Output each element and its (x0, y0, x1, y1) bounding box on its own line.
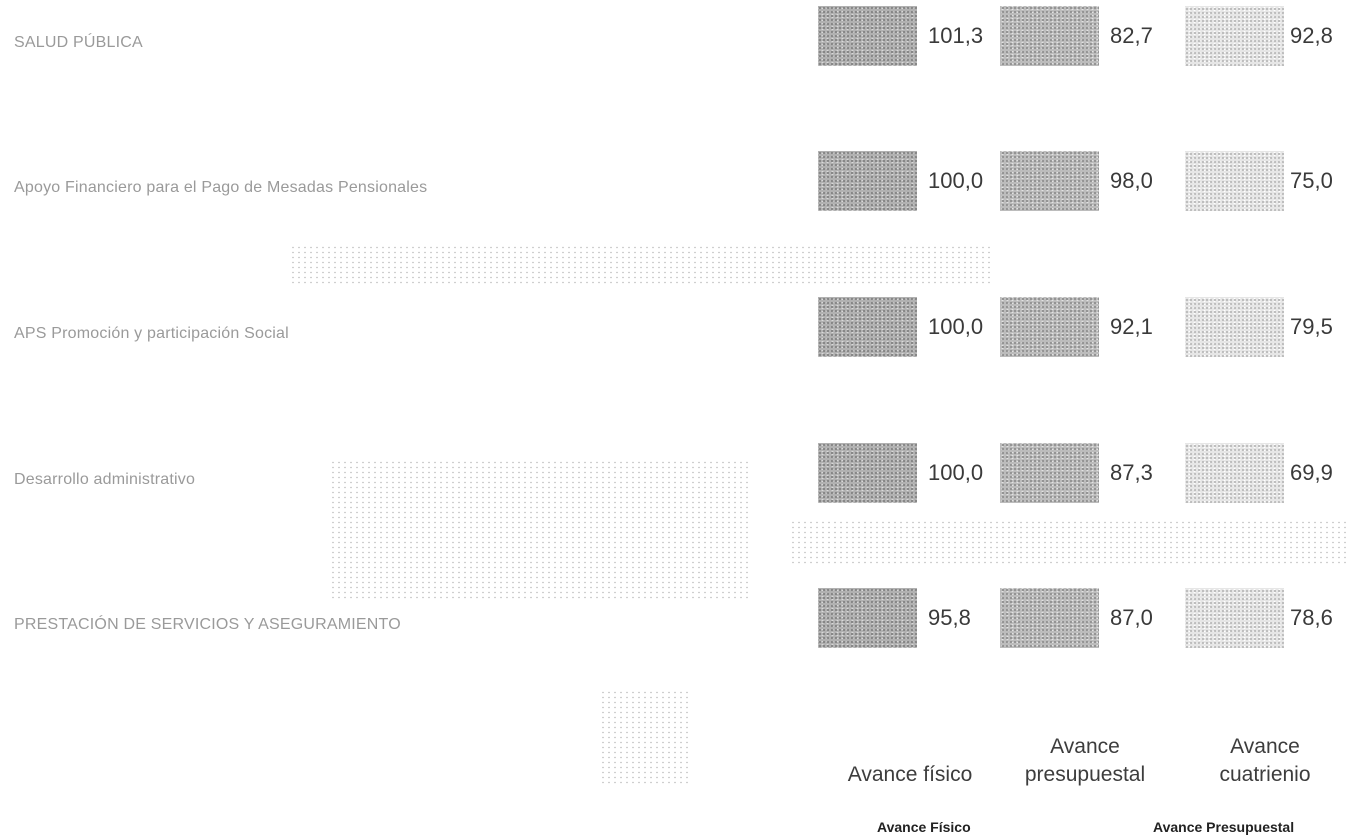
value-swatch (1000, 6, 1099, 66)
column-header-line2: cuatrienio (1219, 763, 1311, 786)
cell-value: 82,7 (1110, 23, 1153, 48)
value-swatch (818, 443, 917, 503)
cell-value: 92,1 (1110, 314, 1153, 339)
column-header-avance-fisico (825, 733, 995, 789)
value-swatch (1185, 588, 1284, 648)
cell-value: 100,0 (928, 460, 984, 485)
row-label-desarrollo-administrativo: Desarrollo administrativo (14, 471, 196, 488)
column-header-line1 (825, 733, 995, 761)
row-label-prestacion-de-servicios-y-aseguramiento: PRESTACIÓN DE SERVICIOS Y ASEGURAMIENTO (14, 616, 401, 633)
scan-noise (330, 460, 750, 600)
value-swatch (1000, 588, 1099, 648)
value-swatch (1000, 443, 1099, 503)
cell-value: 100,0 (928, 168, 984, 193)
value-swatch (818, 151, 917, 211)
cell-value: 100,0 (928, 314, 984, 339)
value-swatch (1000, 151, 1099, 211)
cell-value: 101,3 (928, 23, 984, 48)
cell-value: 87,0 (1110, 605, 1153, 630)
value-swatch (818, 297, 917, 357)
row-label-apoyo-financiero-para-el-pago-de-mesadas-pensionales: Apoyo Financiero para el Pago de Mesadas Pensionales (14, 179, 428, 196)
column-header-avance-presupuestal (1010, 733, 1160, 789)
cell-value: 87,3 (1110, 460, 1153, 485)
cell-value: 75,0 (1290, 168, 1333, 193)
value-swatch (1185, 151, 1284, 211)
value-swatch (818, 588, 917, 648)
value-swatch (818, 6, 917, 66)
column-header-line1: Avance (1230, 735, 1300, 758)
cell-value: 79,5 (1290, 314, 1333, 339)
value-swatch (1185, 6, 1284, 66)
column-header-line2: presupuestal (1024, 763, 1146, 786)
cell-value: 95,8 (928, 605, 971, 630)
cell-value: 78,6 (1290, 605, 1333, 630)
value-swatch (1185, 297, 1284, 357)
value-swatch (1185, 443, 1284, 503)
column-header-avance-cuatrienio (1195, 733, 1335, 789)
row-label-salud-publica: SALUD PÚBLICA (14, 34, 143, 51)
scan-noise (790, 520, 1350, 565)
scan-noise (600, 690, 690, 785)
column-header-line1: Avance (1050, 735, 1120, 758)
cell-value: 69,9 (1290, 460, 1333, 485)
value-swatch (1000, 297, 1099, 357)
cell-value: 92,8 (1290, 23, 1333, 48)
scan-noise (290, 245, 990, 285)
column-header-line2: Avance físico (847, 763, 973, 786)
legend-avance-presupuestal: Avance Presupuestal (1153, 819, 1295, 835)
row-label-aps-promocion-y-participacion-social: APS Promoción y participación Social (14, 325, 289, 342)
cell-value: 98,0 (1110, 168, 1153, 193)
legend-avance-fisico: Avance Físico (877, 819, 971, 835)
